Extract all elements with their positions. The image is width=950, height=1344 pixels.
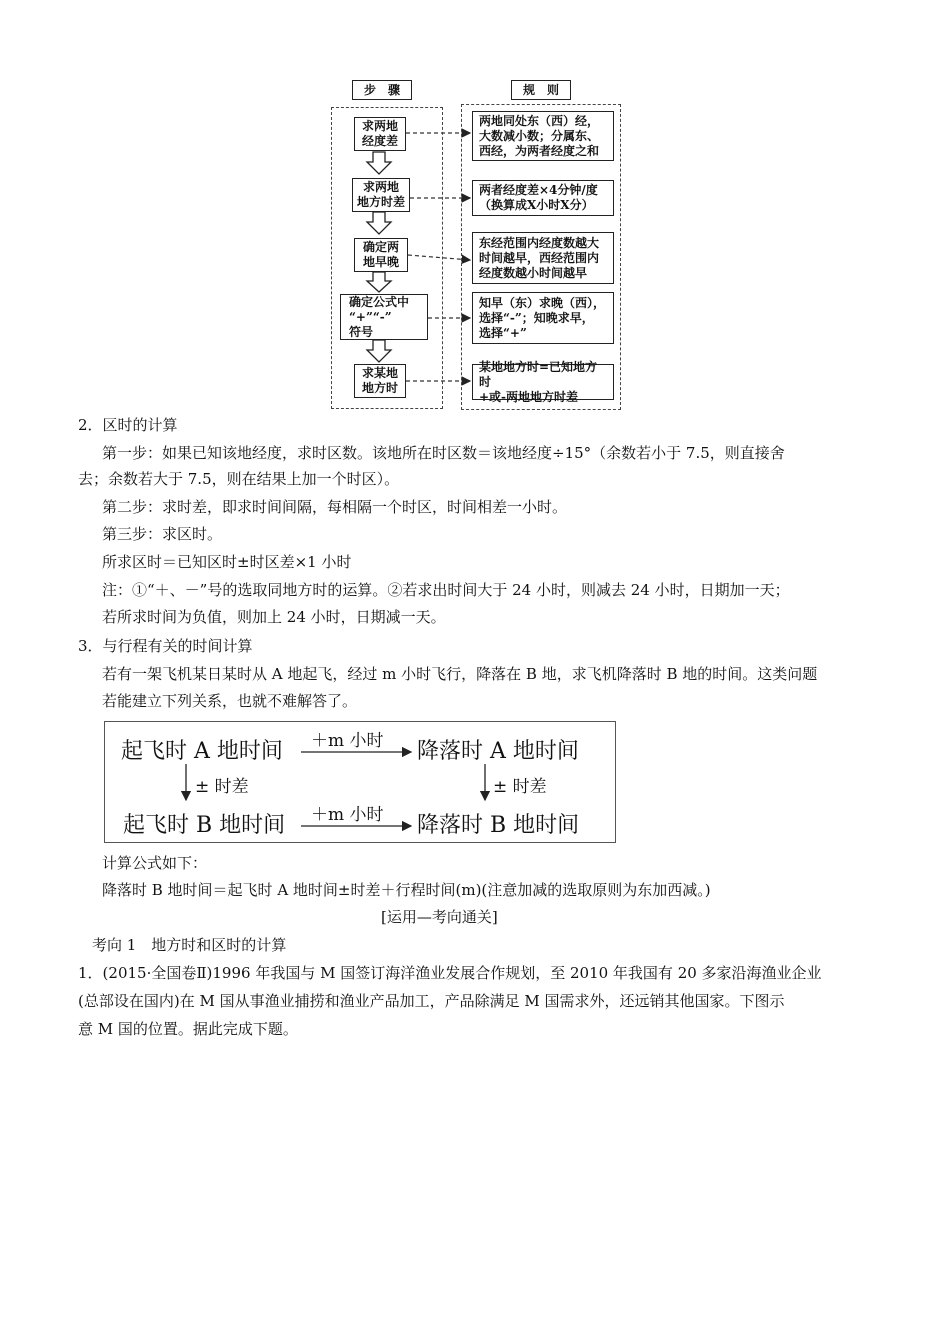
practice-direction: 考向 1 地方时和区时的计算 <box>92 936 287 954</box>
step-2 <box>352 178 410 212</box>
step-1 <box>354 117 406 151</box>
diagram-top-right: 降落时 A 地时间 <box>417 739 579 764</box>
rule-4-line1: 知早（东）求晚（西）， <box>479 295 606 310</box>
rule-5-line2: +或-两地地方时差 <box>479 389 579 404</box>
rule-1-line3: 西经，为两者经度之和 <box>479 143 600 158</box>
rule-3 <box>472 232 614 284</box>
step-3 <box>354 238 408 272</box>
diagram-top-left: 起飞时 A 地时间 <box>121 739 283 764</box>
diagram-left-down-label: ± 时差 <box>195 777 249 797</box>
step-4-line2: “+”“-” <box>349 309 392 324</box>
section3-formula-label: 计算公式如下： <box>102 854 208 872</box>
rule-3-line2: 时间越早，西经范围内 <box>479 250 600 265</box>
section2-note-b: 若所求时间为负值，则加上 24 小时，日期减一天。 <box>102 608 446 626</box>
section2-step2: 第二步：求时差，即求时间间隔，每相隔一个时区，时间相差一小时。 <box>102 498 568 516</box>
header-rules: 规 则 <box>511 80 571 100</box>
rule-3-line1: 东经范围内经度数越大 <box>479 235 600 250</box>
rule-4-line3: 选择“+” <box>479 325 527 340</box>
step-4-line3: 符号 <box>349 324 374 339</box>
question-1-line-c: 意 M 国的位置。据此完成下题。 <box>78 1020 298 1038</box>
rule-5-line1: 某地地方时=已知地方时 <box>479 359 598 389</box>
section2-step1-a: 第一步：如果已知该地经度，求时区数。该地所在时区数＝该地经度÷15°（余数若小于 7.5，则直接舍 <box>102 444 785 462</box>
step-2-line2: 地方时差 <box>356 195 405 209</box>
section2-formula: 所求区时＝已知区时±时区差×1 小时 <box>102 553 352 571</box>
diagram-arrow-top-label: ＋m 小时 <box>311 731 384 751</box>
step-5 <box>354 364 406 398</box>
step-3-line2: 地早晚 <box>362 255 399 269</box>
section3-desc-a: 若有一架飞机某日某时从 A 地起飞，经过 m 小时飞行，降落在 B 地，求飞机降落时 B 地的时间。这类问题 <box>102 665 818 683</box>
section2-step1-b: 去；余数若大于 7.5，则在结果上加一个时区）。 <box>78 470 400 488</box>
step-1-line2: 经度差 <box>361 134 398 148</box>
rule-2 <box>472 180 614 216</box>
rule-3-line3: 经度数越小时间越早 <box>479 265 588 280</box>
step-3-line1: 确定两 <box>362 240 399 254</box>
step-5-line1: 求某地 <box>361 366 398 380</box>
diagram-bottom-right: 降落时 B 地时间 <box>417 813 580 838</box>
rule-1-line2: 大数减小数；分属东、 <box>479 128 600 143</box>
flight-diagram <box>104 721 616 843</box>
step-4-line1: 确定公式中 <box>349 294 410 309</box>
section2-step3: 第三步：求区时。 <box>102 525 223 543</box>
step-4 <box>340 294 428 340</box>
diagram-right-down-label: ± 时差 <box>493 777 547 797</box>
rule-5 <box>472 359 614 404</box>
step-2-line1: 求两地 <box>362 180 399 194</box>
step-1-line1: 求两地 <box>361 119 398 133</box>
step-5-line2: 地方时 <box>361 381 398 395</box>
header-steps: 步 骤 <box>352 80 412 100</box>
question-1-line-b: (总部设在国内)在 M 国从事渔业捕捞和渔业产品加工，产品除满足 M 国需求外，还远销其他国家。下图示 <box>78 992 785 1010</box>
section2-title: 2．区时的计算 <box>78 416 178 434</box>
diagram-arrow-bottom-label: ＋m 小时 <box>311 805 384 825</box>
question-1-line-a: 1．(2015·全国卷Ⅱ)1996 年我国与 M 国签订海洋渔业发展合作规划，至 2010 年我国有 20 多家沿海渔业企业 <box>78 964 822 982</box>
rule-1-line1: 两地同处东（西）经， <box>479 113 600 128</box>
diagram-bottom-left: 起飞时 B 地时间 <box>123 813 286 838</box>
rule-4-line2: 选择“-”；知晚求早， <box>479 310 594 325</box>
section3-title: 3．与行程有关的时间计算 <box>78 637 253 655</box>
section3-formula: 降落时 B 地时间＝起飞时 A 地时间±时差＋行程时间(m)(注意加减的选取原则为东加西减。) <box>102 881 711 899</box>
rule-4 <box>472 292 614 344</box>
rule-1 <box>472 111 614 161</box>
section3-desc-b: 若能建立下列关系，也就不难解答了。 <box>102 692 358 710</box>
practice-heading: [运用—考向通关] <box>381 908 498 926</box>
rule-2-line2: （换算成X小时X分） <box>479 198 594 212</box>
rule-2-line1: 两者经度差×4分钟/度 <box>479 183 598 197</box>
section2-note-a: 注：①“＋、－”号的选取同地方时的运算。②若求出时间大于 24 小时，则减去 24 小时，日期加一天； <box>102 581 790 599</box>
